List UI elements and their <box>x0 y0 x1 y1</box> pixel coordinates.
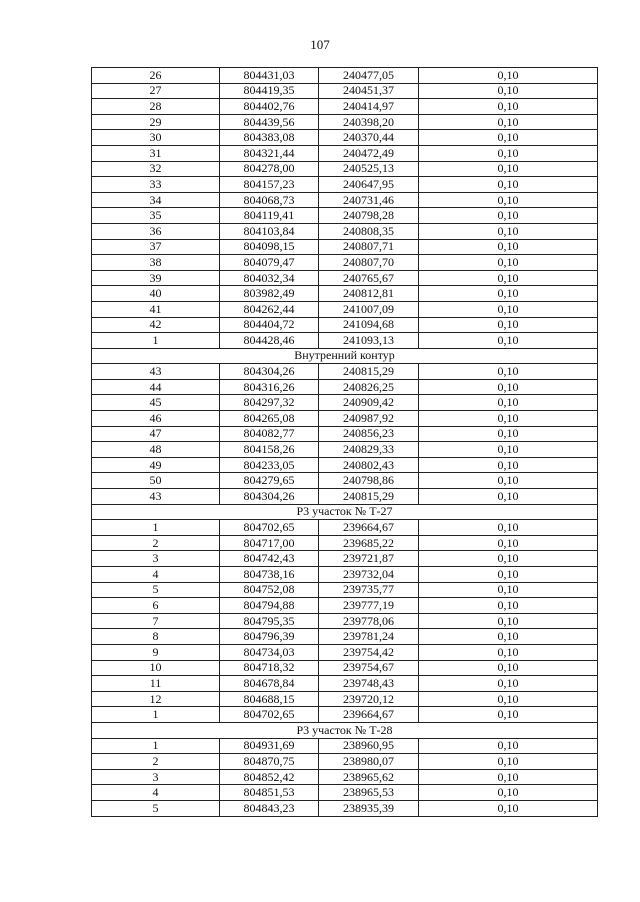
point-number-cell: 39 <box>92 270 220 286</box>
point-number-cell: 5 <box>92 800 220 816</box>
table-row <box>92 426 598 442</box>
table-row <box>92 629 598 645</box>
y-coordinate-cell: 239781,24 <box>319 629 419 645</box>
x-coordinate-cell: 804032,34 <box>220 270 319 286</box>
table-row <box>92 676 598 692</box>
x-coordinate-cell: 804233,05 <box>220 457 319 473</box>
table-row <box>92 68 598 84</box>
point-number-cell: 4 <box>92 567 220 583</box>
point-number-cell: 45 <box>92 395 220 411</box>
y-coordinate-cell: 240472,49 <box>319 145 419 161</box>
point-number-cell: 26 <box>92 68 220 84</box>
point-number-cell: 12 <box>92 691 220 707</box>
x-coordinate-cell: 804297,32 <box>220 395 319 411</box>
table-row <box>92 83 598 99</box>
table-row <box>92 177 598 193</box>
accuracy-cell: 0,10 <box>419 520 598 536</box>
x-coordinate-cell: 804752,08 <box>220 582 319 598</box>
point-number-cell: 47 <box>92 426 220 442</box>
y-coordinate-cell: 239748,43 <box>319 676 419 692</box>
x-coordinate-cell: 804419,35 <box>220 83 319 99</box>
x-coordinate-cell: 804321,44 <box>220 145 319 161</box>
x-coordinate-cell: 804688,15 <box>220 691 319 707</box>
accuracy-cell: 0,10 <box>419 411 598 427</box>
point-number-cell: 3 <box>92 551 220 567</box>
y-coordinate-cell: 240808,35 <box>319 223 419 239</box>
x-coordinate-cell: 804794,88 <box>220 598 319 614</box>
y-coordinate-cell: 240451,37 <box>319 83 419 99</box>
accuracy-cell: 0,10 <box>419 114 598 130</box>
x-coordinate-cell: 804428,46 <box>220 333 319 349</box>
table-row <box>92 644 598 660</box>
accuracy-cell: 0,10 <box>419 239 598 255</box>
x-coordinate-cell: 804304,26 <box>220 364 319 380</box>
table-row <box>92 99 598 115</box>
section-header-row <box>92 504 598 520</box>
point-number-cell: 36 <box>92 223 220 239</box>
table-row <box>92 660 598 676</box>
table-row <box>92 691 598 707</box>
y-coordinate-cell: 238960,95 <box>319 738 419 754</box>
x-coordinate-cell: 804678,84 <box>220 676 319 692</box>
section-title: Р3 участок № Т-27 <box>92 504 598 520</box>
accuracy-cell: 0,10 <box>419 769 598 785</box>
accuracy-cell: 0,10 <box>419 676 598 692</box>
table-row <box>92 535 598 551</box>
accuracy-cell: 0,10 <box>419 130 598 146</box>
accuracy-cell: 0,10 <box>419 800 598 816</box>
x-coordinate-cell: 803982,49 <box>220 286 319 302</box>
x-coordinate-cell: 804316,26 <box>220 379 319 395</box>
x-coordinate-cell: 804278,00 <box>220 161 319 177</box>
table-row <box>92 489 598 505</box>
point-number-cell: 11 <box>92 676 220 692</box>
point-number-cell: 3 <box>92 769 220 785</box>
accuracy-cell: 0,10 <box>419 457 598 473</box>
y-coordinate-cell: 239754,42 <box>319 644 419 660</box>
table-row <box>92 239 598 255</box>
table-row <box>92 364 598 380</box>
table-row <box>92 317 598 333</box>
table-row <box>92 800 598 816</box>
y-coordinate-cell: 240909,42 <box>319 395 419 411</box>
accuracy-cell: 0,10 <box>419 301 598 317</box>
x-coordinate-cell: 804119,41 <box>220 208 319 224</box>
x-coordinate-cell: 804843,23 <box>220 800 319 816</box>
y-coordinate-cell: 239664,67 <box>319 520 419 536</box>
point-number-cell: 8 <box>92 629 220 645</box>
y-coordinate-cell: 241094,68 <box>319 317 419 333</box>
accuracy-cell: 0,10 <box>419 317 598 333</box>
y-coordinate-cell: 239720,12 <box>319 691 419 707</box>
accuracy-cell: 0,10 <box>419 255 598 271</box>
x-coordinate-cell: 804265,08 <box>220 411 319 427</box>
accuracy-cell: 0,10 <box>419 644 598 660</box>
table-row <box>92 255 598 271</box>
accuracy-cell: 0,10 <box>419 442 598 458</box>
x-coordinate-cell: 804068,73 <box>220 192 319 208</box>
accuracy-cell: 0,10 <box>419 489 598 505</box>
accuracy-cell: 0,10 <box>419 83 598 99</box>
x-coordinate-cell: 804304,26 <box>220 489 319 505</box>
table-row <box>92 286 598 302</box>
table-row <box>92 457 598 473</box>
y-coordinate-cell: 240802,43 <box>319 457 419 473</box>
y-coordinate-cell: 239754,67 <box>319 660 419 676</box>
point-number-cell: 42 <box>92 317 220 333</box>
point-number-cell: 1 <box>92 707 220 723</box>
x-coordinate-cell: 804718,32 <box>220 660 319 676</box>
y-coordinate-cell: 240477,05 <box>319 68 419 84</box>
point-number-cell: 6 <box>92 598 220 614</box>
table-row <box>92 301 598 317</box>
table-row <box>92 442 598 458</box>
x-coordinate-cell: 804402,76 <box>220 99 319 115</box>
x-coordinate-cell: 804702,65 <box>220 707 319 723</box>
point-number-cell: 50 <box>92 473 220 489</box>
x-coordinate-cell: 804082,77 <box>220 426 319 442</box>
table-row <box>92 161 598 177</box>
section-header-row <box>92 722 598 738</box>
y-coordinate-cell: 239777,19 <box>319 598 419 614</box>
point-number-cell: 31 <box>92 145 220 161</box>
y-coordinate-cell: 240856,23 <box>319 426 419 442</box>
table-row <box>92 551 598 567</box>
y-coordinate-cell: 240525,13 <box>319 161 419 177</box>
x-coordinate-cell: 804870,75 <box>220 754 319 770</box>
y-coordinate-cell: 239778,06 <box>319 613 419 629</box>
y-coordinate-cell: 240826,25 <box>319 379 419 395</box>
accuracy-cell: 0,10 <box>419 426 598 442</box>
y-coordinate-cell: 240765,67 <box>319 270 419 286</box>
x-coordinate-cell: 804734,03 <box>220 644 319 660</box>
x-coordinate-cell: 804851,53 <box>220 785 319 801</box>
point-number-cell: 34 <box>92 192 220 208</box>
y-coordinate-cell: 240987,92 <box>319 411 419 427</box>
accuracy-cell: 0,10 <box>419 99 598 115</box>
point-number-cell: 44 <box>92 379 220 395</box>
table-row <box>92 613 598 629</box>
accuracy-cell: 0,10 <box>419 707 598 723</box>
y-coordinate-cell: 240414,97 <box>319 99 419 115</box>
point-number-cell: 35 <box>92 208 220 224</box>
y-coordinate-cell: 238965,53 <box>319 785 419 801</box>
table-row <box>92 270 598 286</box>
y-coordinate-cell: 240647,95 <box>319 177 419 193</box>
table-row <box>92 379 598 395</box>
point-number-cell: 1 <box>92 738 220 754</box>
table-row <box>92 192 598 208</box>
point-number-cell: 28 <box>92 99 220 115</box>
point-number-cell: 10 <box>92 660 220 676</box>
x-coordinate-cell: 804383,08 <box>220 130 319 146</box>
accuracy-cell: 0,10 <box>419 286 598 302</box>
point-number-cell: 43 <box>92 364 220 380</box>
accuracy-cell: 0,10 <box>419 223 598 239</box>
point-number-cell: 32 <box>92 161 220 177</box>
point-number-cell: 41 <box>92 301 220 317</box>
accuracy-cell: 0,10 <box>419 567 598 583</box>
x-coordinate-cell: 804931,69 <box>220 738 319 754</box>
accuracy-cell: 0,10 <box>419 473 598 489</box>
accuracy-cell: 0,10 <box>419 364 598 380</box>
accuracy-cell: 0,10 <box>419 582 598 598</box>
y-coordinate-cell: 240829,33 <box>319 442 419 458</box>
table-row <box>92 738 598 754</box>
coordinates-table <box>91 67 598 817</box>
point-number-cell: 1 <box>92 333 220 349</box>
section-header-row <box>92 348 598 364</box>
point-number-cell: 9 <box>92 644 220 660</box>
accuracy-cell: 0,10 <box>419 161 598 177</box>
point-number-cell: 40 <box>92 286 220 302</box>
accuracy-cell: 0,10 <box>419 629 598 645</box>
y-coordinate-cell: 240807,70 <box>319 255 419 271</box>
table-row <box>92 114 598 130</box>
x-coordinate-cell: 804439,56 <box>220 114 319 130</box>
y-coordinate-cell: 238935,39 <box>319 800 419 816</box>
table-row <box>92 598 598 614</box>
x-coordinate-cell: 804079,47 <box>220 255 319 271</box>
point-number-cell: 5 <box>92 582 220 598</box>
point-number-cell: 29 <box>92 114 220 130</box>
y-coordinate-cell: 238965,62 <box>319 769 419 785</box>
accuracy-cell: 0,10 <box>419 395 598 411</box>
x-coordinate-cell: 804157,23 <box>220 177 319 193</box>
x-coordinate-cell: 804103,84 <box>220 223 319 239</box>
point-number-cell: 4 <box>92 785 220 801</box>
point-number-cell: 46 <box>92 411 220 427</box>
accuracy-cell: 0,10 <box>419 660 598 676</box>
accuracy-cell: 0,10 <box>419 68 598 84</box>
accuracy-cell: 0,10 <box>419 333 598 349</box>
accuracy-cell: 0,10 <box>419 785 598 801</box>
x-coordinate-cell: 804795,35 <box>220 613 319 629</box>
y-coordinate-cell: 240798,86 <box>319 473 419 489</box>
y-coordinate-cell: 240815,29 <box>319 364 419 380</box>
y-coordinate-cell: 239732,04 <box>319 567 419 583</box>
accuracy-cell: 0,10 <box>419 613 598 629</box>
y-coordinate-cell: 240798,28 <box>319 208 419 224</box>
y-coordinate-cell: 240398,20 <box>319 114 419 130</box>
coordinates-table-body <box>92 68 598 817</box>
y-coordinate-cell: 239664,67 <box>319 707 419 723</box>
table-row <box>92 520 598 536</box>
x-coordinate-cell: 804431,03 <box>220 68 319 84</box>
y-coordinate-cell: 239735,77 <box>319 582 419 598</box>
x-coordinate-cell: 804262,44 <box>220 301 319 317</box>
y-coordinate-cell: 240812,81 <box>319 286 419 302</box>
point-number-cell: 2 <box>92 754 220 770</box>
point-number-cell: 7 <box>92 613 220 629</box>
point-number-cell: 2 <box>92 535 220 551</box>
table-row <box>92 130 598 146</box>
x-coordinate-cell: 804279,65 <box>220 473 319 489</box>
point-number-cell: 30 <box>92 130 220 146</box>
y-coordinate-cell: 241007,09 <box>319 301 419 317</box>
point-number-cell: 1 <box>92 520 220 536</box>
y-coordinate-cell: 240807,71 <box>319 239 419 255</box>
x-coordinate-cell: 804098,15 <box>220 239 319 255</box>
point-number-cell: 38 <box>92 255 220 271</box>
table-row <box>92 411 598 427</box>
accuracy-cell: 0,10 <box>419 535 598 551</box>
table-row <box>92 145 598 161</box>
y-coordinate-cell: 239685,22 <box>319 535 419 551</box>
table-row <box>92 769 598 785</box>
y-coordinate-cell: 238980,07 <box>319 754 419 770</box>
x-coordinate-cell: 804404,72 <box>220 317 319 333</box>
table-row <box>92 333 598 349</box>
point-number-cell: 33 <box>92 177 220 193</box>
accuracy-cell: 0,10 <box>419 598 598 614</box>
section-title: Р3 участок № Т-28 <box>92 722 598 738</box>
table-row <box>92 754 598 770</box>
table-row <box>92 223 598 239</box>
accuracy-cell: 0,10 <box>419 177 598 193</box>
x-coordinate-cell: 804742,43 <box>220 551 319 567</box>
point-number-cell: 27 <box>92 83 220 99</box>
table-row <box>92 395 598 411</box>
x-coordinate-cell: 804717,00 <box>220 535 319 551</box>
accuracy-cell: 0,10 <box>419 754 598 770</box>
x-coordinate-cell: 804852,42 <box>220 769 319 785</box>
accuracy-cell: 0,10 <box>419 145 598 161</box>
table-row <box>92 567 598 583</box>
point-number-cell: 48 <box>92 442 220 458</box>
accuracy-cell: 0,10 <box>419 270 598 286</box>
table-row <box>92 582 598 598</box>
y-coordinate-cell: 240370,44 <box>319 130 419 146</box>
x-coordinate-cell: 804158,26 <box>220 442 319 458</box>
point-number-cell: 49 <box>92 457 220 473</box>
y-coordinate-cell: 240731,46 <box>319 192 419 208</box>
accuracy-cell: 0,10 <box>419 208 598 224</box>
y-coordinate-cell: 240815,29 <box>319 489 419 505</box>
table-row <box>92 785 598 801</box>
y-coordinate-cell: 241093,13 <box>319 333 419 349</box>
section-title: Внутренний контур <box>92 348 598 364</box>
accuracy-cell: 0,10 <box>419 379 598 395</box>
table-row <box>92 473 598 489</box>
accuracy-cell: 0,10 <box>419 738 598 754</box>
x-coordinate-cell: 804796,39 <box>220 629 319 645</box>
y-coordinate-cell: 239721,87 <box>319 551 419 567</box>
accuracy-cell: 0,10 <box>419 192 598 208</box>
point-number-cell: 43 <box>92 489 220 505</box>
point-number-cell: 37 <box>92 239 220 255</box>
table-row <box>92 707 598 723</box>
x-coordinate-cell: 804738,16 <box>220 567 319 583</box>
page-number: 107 <box>310 37 330 52</box>
accuracy-cell: 0,10 <box>419 551 598 567</box>
table-row <box>92 208 598 224</box>
accuracy-cell: 0,10 <box>419 691 598 707</box>
x-coordinate-cell: 804702,65 <box>220 520 319 536</box>
